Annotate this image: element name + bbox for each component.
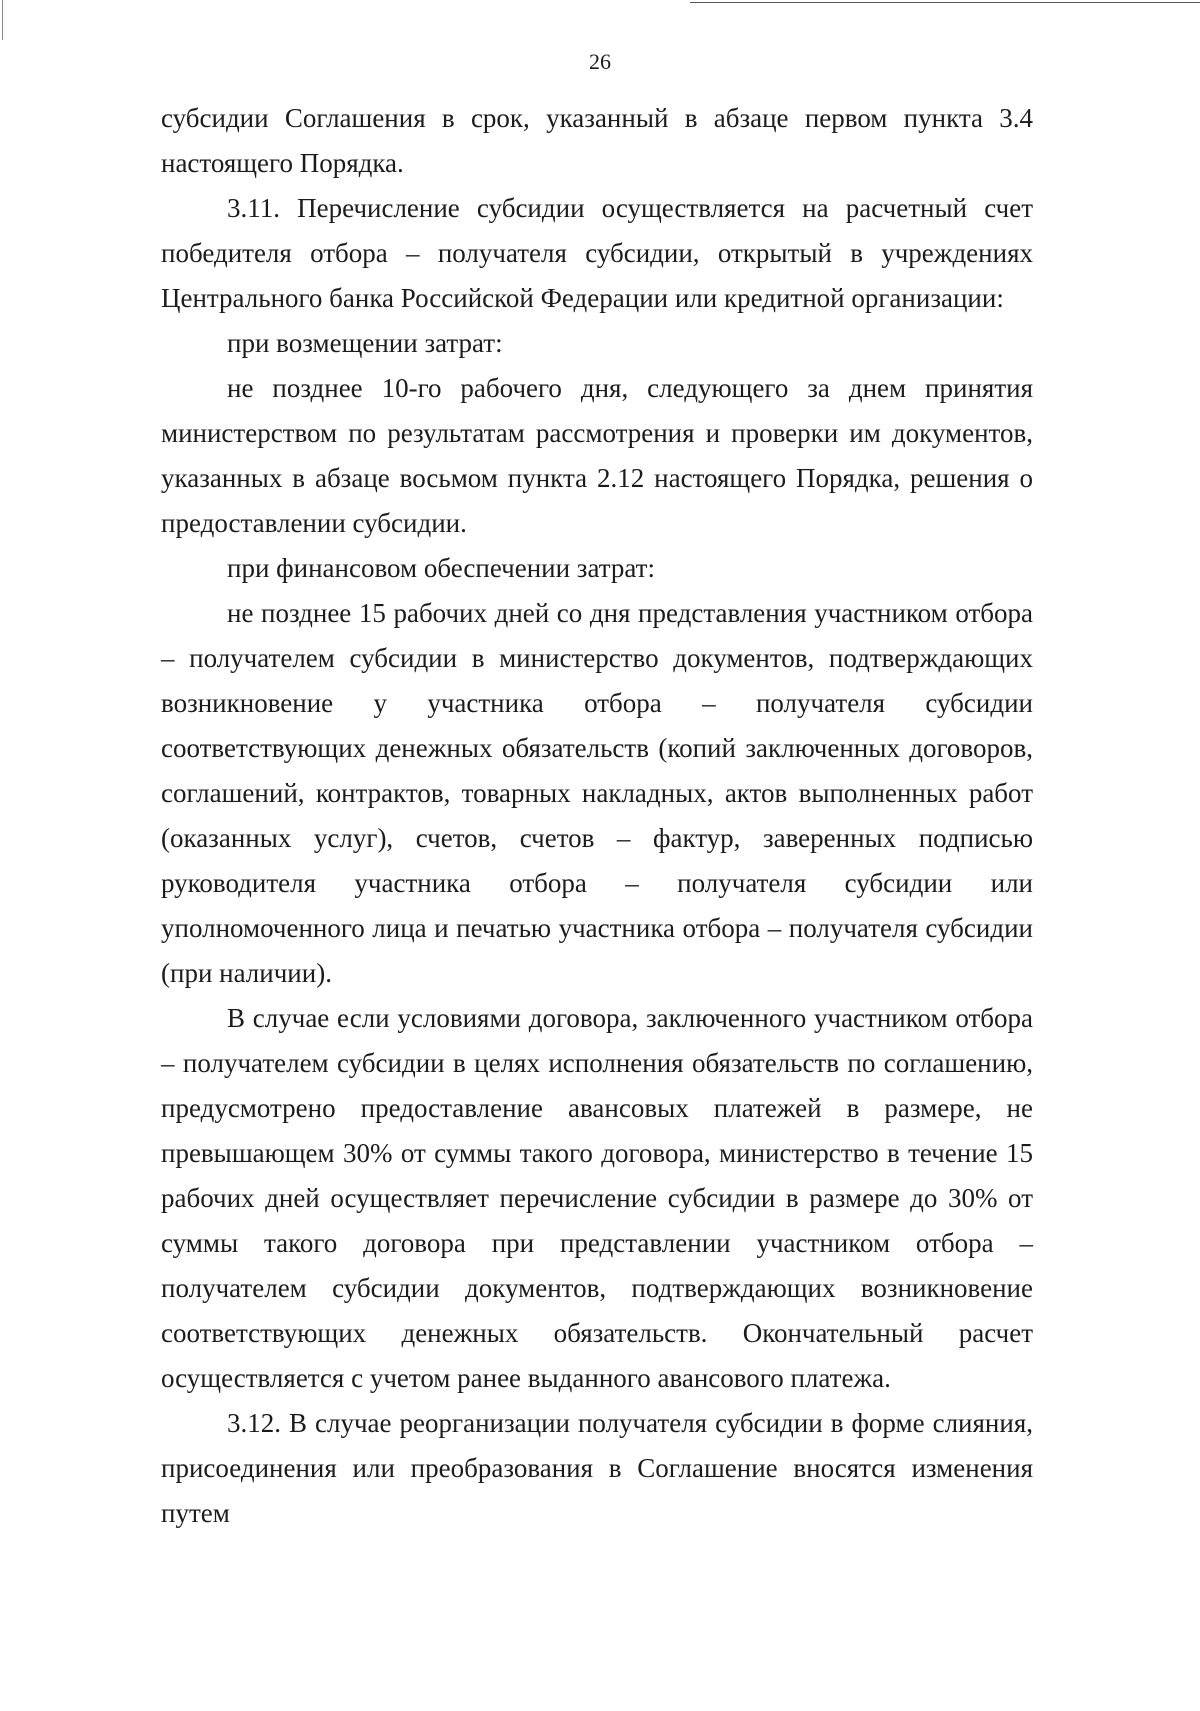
scan-edge-line-top xyxy=(690,2,1200,3)
paragraph-continuation: субсидии Соглашения в срок, указанный в абзаце первом пункта 3.4 настоящего Порядка. xyxy=(161,103,1033,178)
scan-edge-line-left xyxy=(2,0,3,40)
paragraph-clause-3-11: 3.11. Перечисление субсидии осуществляется на расчетный счет победителя отбора – получателя субсидии, открытый в учреждениях Центрального банка Российской Федерации или кредитной организации: xyxy=(161,193,1033,313)
paragraph-cost-reimbursement-term: не позднее 10-го рабочего дня, следующего за днем принятия министерством по результатам рассмотрения и проверки им документов, указанных в абзаце восьмом пункта 2.12 настоящего Порядка, решения о предоставлении субсидии. xyxy=(161,373,1033,538)
paragraph-financial-support-term: не позднее 15 рабочих дней со дня представления участником отбора – получателем субсидии в министерство документов, подтверждающих возникновение у участника отбора – получателя субсидии соответствующих денежных обязательств (копий заключенных договоров, соглашений, контрактов, товарных накладных, актов выполненных работ (оказанных услуг), счетов, счетов – фактур, заверенных подписью руководителя участника отбора – получателя субсидии или уполномоченного лица и печатью участника отбора – получателя субсидии (при наличии). xyxy=(161,598,1033,988)
page-number: 26 xyxy=(589,49,611,74)
document-body xyxy=(161,96,1033,1536)
paragraph-advance-payments: В случае если условиями договора, заключенного участником отбора – получателем субсидии в целях исполнения обязательств по соглашению, предусмотрено предоставление авансовых платежей в размере, не превышающем 30% от суммы такого договора, министерство в течение 15 рабочих дней осуществляет перечисление субсидии в размере до 30% от суммы такого договора при представлении участником отбора – получателем субсидии документов, подтверждающих возникновение соответствующих денежных обязательств. Окончательный расчет осуществляется с учетом ранее выданного авансового платежа. xyxy=(161,1003,1033,1393)
paragraph-financial-support-heading: при финансовом обеспечении затрат: xyxy=(227,553,655,583)
paragraph-cost-reimbursement-heading: при возмещении затрат: xyxy=(227,328,503,358)
paragraph-clause-3-12: 3.12. В случае реорганизации получателя субсидии в форме слияния, присоединения или преобразования в Соглашение вносятся изменения путем xyxy=(161,1408,1033,1528)
